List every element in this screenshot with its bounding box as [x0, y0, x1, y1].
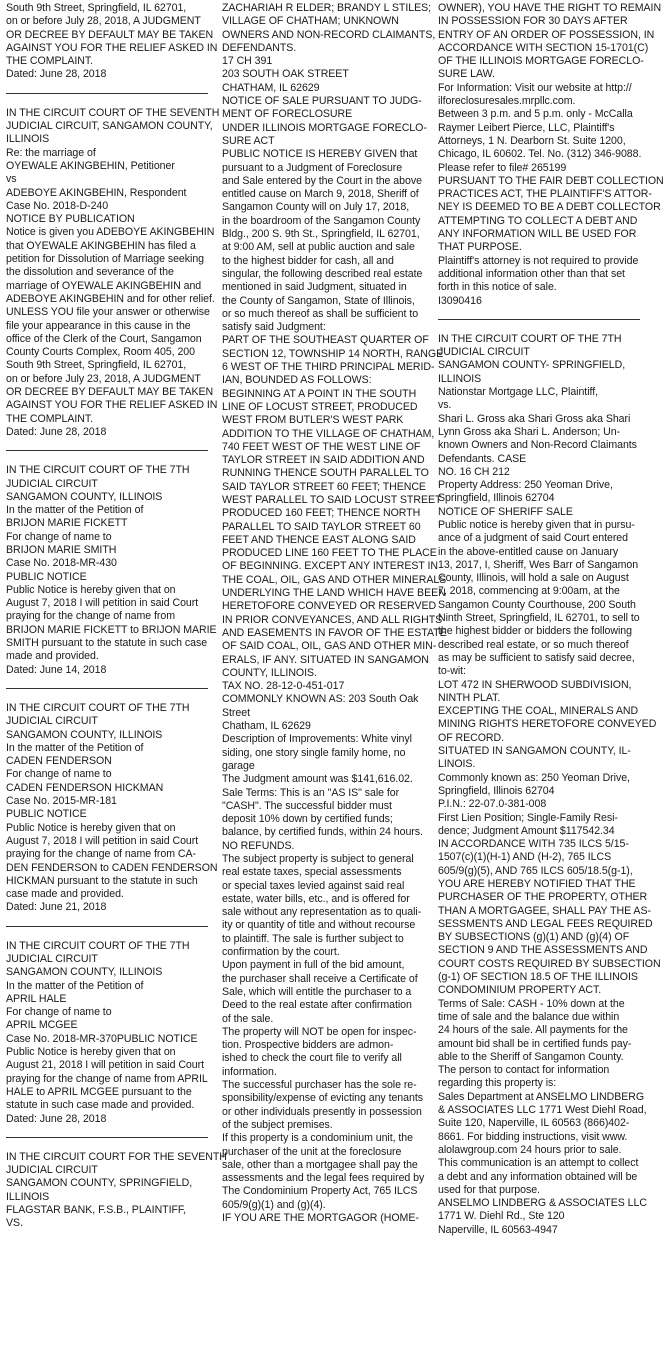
notice-text-line: SANGAMON COUNTY, ILLINOIS: [6, 966, 163, 979]
notice-text-line: HERETOFORE CONVEYED OR RESERVED: [222, 600, 437, 613]
notice-text-line: APRIL HALE: [6, 992, 67, 1005]
notice-text-line: known Owners and Non-Record Claimants: [438, 439, 637, 452]
notice-text-line: WEST PARALLEL TO SAID LOCUST STREET: [222, 493, 442, 506]
notice-divider: [6, 688, 208, 689]
notice-text-line: 605/9(g)(5), AND 765 ILCS 605/18.5(g-1),: [438, 864, 633, 877]
legal-notice: [438, 2, 664, 308]
notice-text-line: COMMONLY KNOWN AS: 203 South Oak: [222, 693, 419, 706]
notice-text-line: SECTION 12, TOWNSHIP 14 NORTH, RANGE: [222, 347, 444, 360]
notice-text-line: SITUATED IN SANGAMON COUNTY, IL-: [438, 745, 631, 758]
notice-text-line: alolawgroup.com 24 hours prior to sale.: [438, 1143, 622, 1156]
notice-text-line: 17 CH 391: [222, 55, 273, 68]
notice-text-line: Dated: June 28, 2018: [6, 425, 107, 438]
notice-text-line: ZACHARIAH R ELDER; BRANDY L STILES;: [222, 2, 432, 14]
notice-text-line: UNDERLYING THE LAND WHICH HAVE BEEN: [222, 587, 446, 600]
notice-text-line: the purchaser shall receive a Certificate of: [222, 972, 418, 985]
notice-text-line: as may be sufficient to satisfy said decree,: [438, 651, 635, 664]
notice-text-line: IF YOU ARE THE MORTGAGOR (HOME-: [222, 1212, 419, 1225]
notice-text-line: CADEN FENDERSON HICKMAN: [6, 781, 164, 794]
notice-text-line: Dated: June 28, 2018: [6, 68, 107, 81]
notice-divider: [438, 319, 640, 320]
notice-text-line: Case No. 2015-MR-181: [6, 795, 117, 808]
notice-text-line: SAID TAYLOR STREET 60 FEET; THENCE: [222, 480, 426, 493]
notice-text-line: OR DECREE BY DEFAULT MAY BE TAKEN: [6, 386, 214, 399]
notice-text-line: IN ACCORDANCE WITH 735 ILCS 5/15-: [438, 838, 629, 851]
notice-text-line: Re: the marriage of: [6, 146, 96, 159]
notice-text-line: real estate taxes, special assessments: [222, 866, 402, 879]
notice-text-line: PART OF THE SOUTHEAST QUARTER OF: [222, 334, 429, 347]
notice-text-line: 1771 W. Diehl Rd., Ste 120: [438, 1210, 565, 1223]
notice-text-line: OWNER), YOU HAVE THE RIGHT TO REMAIN: [438, 2, 662, 14]
notice-text-line: Suite 120, Naperville, IL 60563 (866)402-: [438, 1117, 630, 1130]
notice-text-line: garage: [222, 759, 255, 772]
notice-text-line: RUNNING THENCE SOUTH PARALLEL TO: [222, 467, 429, 480]
notice-text-line: SESSMENTS AND LEGAL FEES REQUIRED: [438, 917, 653, 930]
notice-text-line: JUDICIAL CIRCUIT, SANGAMON COUNTY,: [6, 120, 213, 133]
notice-text-line: "CASH". The successful bidder must: [222, 799, 392, 812]
notice-text-line: Plaintiff's attorney is not required to provide: [438, 254, 639, 267]
notice-text-line: This communication is an attempt to collect: [438, 1157, 639, 1170]
notice-text-line: LINOIS.: [438, 758, 476, 771]
notice-divider: [6, 93, 208, 94]
notice-text-line: in the above-entitled cause on January: [438, 545, 619, 558]
notice-text-line: THE COAL, OIL, GAS AND OTHER MINERALS: [222, 573, 447, 586]
notice-text-line: IAN, BOUNDED AS FOLLOWS:: [222, 374, 372, 387]
notice-text-line: OF THE ILLINOIS MORTGAGE FORECLO-: [438, 55, 644, 68]
notice-text-line: In the matter of the Petition of: [6, 979, 144, 992]
notice-text-line: forth in this notice of sale.: [438, 281, 557, 294]
notice-divider: [6, 1137, 208, 1138]
notice-text-line: UNDER ILLINOIS MORTGAGE FORECLO-: [222, 121, 427, 134]
notice-text-line: Springfield, Illinois 62704: [438, 784, 555, 797]
notice-text-line: amount bid shall be in certified funds pay-: [438, 1037, 632, 1050]
notice-text-line: OWNERS AND NON-RECORD CLAIMANTS,: [222, 28, 436, 41]
notice-text-line: DEN FENDERSON to CADEN FENDERSON: [6, 861, 218, 874]
notice-text-line: ished to check the court file to verify all: [222, 1052, 402, 1065]
notice-text-line: ANY INFORMATION WILL BE USED FOR: [438, 228, 637, 241]
notice-text-line: BRIJON MARIE FICKETT to BRIJON MARIE: [6, 623, 217, 636]
notice-text-line: Lynn Gross aka Shari L. Anderson; Un-: [438, 425, 621, 438]
notice-text-line: SANGAMON COUNTY, SPRINGFIELD,: [6, 1177, 193, 1190]
notice-text-line: HICKMAN pursuant to the statute in such: [6, 874, 198, 887]
notice-text-line: THAT PURPOSE.: [438, 241, 522, 254]
notice-text-line: PUBLIC NOTICE: [6, 570, 87, 583]
notice-text-line: 7, 2018, commencing at 9:00am, at the: [438, 585, 620, 598]
notice-text-line: The subject property is subject to general: [222, 853, 414, 865]
notice-text-line: THE COMPLAINT.: [6, 55, 94, 68]
notice-text-line: 740 FEET WEST OF THE WEST LINE OF: [222, 440, 421, 453]
notice-text-line: petition for Dissolution of Marriage seeking: [6, 253, 205, 266]
notice-text-line: JUDICIAL CIRCUIT: [6, 953, 98, 965]
notice-text-line: of the subject premises.: [222, 1118, 333, 1131]
notice-text-line: ADEBOYE AKINGBEHIN, Respondent: [6, 186, 187, 199]
notice-divider: [6, 450, 208, 451]
notice-text-line: AND EASEMENTS IN FAVOR OF THE ESTATE: [222, 626, 447, 639]
legal-notice: [438, 332, 661, 1237]
notice-text-line: Dated: June 28, 2018: [6, 1112, 107, 1125]
notice-text-line: THAN A MORTGAGEE, SHALL PAY THE AS-: [438, 904, 651, 917]
notice-text-line: South 9th Street, Springfield, IL 62701,: [6, 359, 187, 372]
notice-text-line: 605/9(g)(1) and (g)(4).: [222, 1198, 326, 1211]
notice-text-line: The property will NOT be open for inspec-: [222, 1025, 417, 1038]
notice-text-line: MINING RIGHTS HERETOFORE CONVEYED: [438, 718, 657, 731]
notice-text-line: DEFENDANTS.: [222, 41, 297, 54]
notice-text-line: Sangamon County will on July 17, 2018,: [222, 201, 410, 214]
notice-text-line: mentioned in said Judgment, situated in: [222, 281, 407, 294]
notice-text-line: used for that purpose.: [438, 1183, 540, 1196]
notice-text-line: additional information other than that set: [438, 267, 625, 280]
notice-text-line: described real estate, or so much thereof: [438, 638, 629, 651]
notice-text-line: confirmation by the court.: [222, 946, 340, 959]
notice-text-line: ANSELMO LINDBERG & ASSOCIATES LLC: [438, 1197, 647, 1210]
notice-text-line: August 21, 2018 I will petition in said Court: [6, 1059, 204, 1072]
notice-text-line: In the matter of the Petition of: [6, 741, 144, 754]
notice-text-line: praying for the change of name from APRIL: [6, 1072, 208, 1085]
notice-text-line: NEY IS DEEMED TO BE A DEBT COLLECTOR: [438, 201, 661, 214]
notice-text-line: MENT OF FORECLOSURE: [222, 108, 353, 121]
notice-text-line: or so much thereof as shall be sufficient to: [222, 307, 419, 320]
notice-text-line: Sales Department at ANSELMO LINDBERG: [438, 1090, 645, 1103]
notice-text-line: The Judgment amount was $141,616.02.: [222, 773, 413, 786]
notice-text-line: of the sale.: [222, 1012, 274, 1025]
notice-text-line: ance of a judgment of said Court entered: [438, 532, 628, 545]
notice-text-line: SECTION 9 AND THE ASSESSMENTS AND: [438, 944, 648, 957]
notice-text-line: ERALS, IF ANY. SITUATED IN SANGAMON: [222, 653, 429, 666]
notice-text-line: Shari L. Gross aka Shari Gross aka Shari: [438, 412, 631, 425]
notice-text-line: JUDICIAL CIRCUIT: [6, 477, 98, 490]
notice-text-line: PUBLIC NOTICE: [6, 808, 87, 821]
notice-text-line: For Information: Visit our website at http://: [438, 81, 632, 94]
notice-text-line: Public Notice is hereby given that on: [6, 821, 176, 834]
notice-text-line: IN POSSESSION FOR 30 DAYS AFTER: [438, 15, 628, 28]
notice-text-line: PURSUANT TO THE FAIR DEBT COLLECTION: [438, 174, 664, 187]
notice-text-line: HALE to APRIL MCGEE pursuant to the: [6, 1085, 192, 1098]
notice-text-line: (g-1) OF SECTION 18.5 OF THE ILLINOIS: [438, 971, 638, 984]
notice-text-line: on or before July 23, 2018, A JUDGMENT: [6, 372, 201, 385]
notice-text-line: 8661. For bidding instructions, visit www.: [438, 1130, 628, 1143]
notice-text-line: sale, other than a mortgagee shall pay the: [222, 1158, 418, 1171]
notice-text-line: singular, the following described real estate: [222, 267, 423, 280]
notice-text-line: estate, water bills, etc., and is offered for: [222, 892, 410, 905]
legal-notice: [6, 1150, 227, 1231]
notice-text-line: office of the Clerk of the Court, Sangamon: [6, 332, 202, 345]
notice-text-line: deposit 10% down by certified funds;: [222, 813, 393, 826]
notice-text-line: Defendants. CASE: [438, 452, 527, 465]
notice-text-line: to plaintiff. The sale is further subject to: [222, 932, 404, 945]
notice-text-line: entitled cause on March 9, 2018, Sheriff of: [222, 188, 419, 201]
notice-text-line: In the matter of the Petition of: [6, 504, 144, 517]
notice-text-line: Attorneys, 1 N. Dearborn St. Suite 1200,: [438, 134, 626, 147]
notice-text-line: JUDICIAL CIRCUIT: [438, 346, 530, 359]
notice-text-line: in the boardroom of the Sangamon County: [222, 214, 421, 227]
notice-text-line: BRIJON MARIE SMITH: [6, 543, 117, 556]
notice-text-line: PUBLIC NOTICE IS HEREBY GIVEN that: [222, 148, 418, 161]
notice-text-line: FEET AND THENCE EAST ALONG SAID: [222, 533, 416, 546]
notice-text-line: I3090416: [438, 294, 482, 307]
notice-text-line: to-wit:: [438, 665, 466, 678]
notice-text-line: ilforeclosuresales.mrpllc.com.: [438, 95, 576, 108]
notice-text-line: Dated: June 21, 2018: [6, 901, 107, 914]
notice-text-line: SANGAMON COUNTY- SPRINGFIELD,: [438, 359, 626, 372]
notice-text-line: ATTEMPTING TO COLLECT A DEBT AND: [438, 214, 638, 227]
notice-text-line: vs.: [438, 399, 452, 412]
notice-text-line: NOTICE OF SALE PURSUANT TO JUDG-: [222, 95, 422, 108]
notice-text-line: Ninth Street, Springfield, IL 62701, to sell to: [438, 612, 640, 625]
notice-text-line: COURT COSTS REQUIRED BY SUBSECTION: [438, 957, 661, 970]
notice-text-line: VS.: [6, 1217, 23, 1230]
notice-text-line: Case No. 2018-MR-370PUBLIC NOTICE: [6, 1032, 198, 1045]
notice-text-line: Terms of Sale: CASH - 10% down at the: [438, 997, 625, 1010]
notice-text-line: CONDOMINIUM PROPERTY ACT.: [438, 984, 602, 997]
notice-text-line: SURE LAW.: [438, 68, 495, 81]
notice-text-line: OF RECORD.: [438, 731, 505, 744]
notice-text-line: JUDICIAL CIRCUIT: [6, 1164, 98, 1177]
notice-text-line: time of sale and the balance due within: [438, 1010, 620, 1023]
notice-text-line: For change of name to: [6, 530, 112, 543]
notice-text-line: SMITH pursuant to the statute in such case: [6, 637, 208, 650]
notice-text-line: statute in such case made and provided.: [6, 1099, 195, 1112]
notice-text-line: Chicago, IL 60602. Tel. No. (312) 346-9088.: [438, 148, 642, 161]
notice-text-line: at 9:00 AM, sell at public auction and sale: [222, 241, 415, 254]
legal-notice: [6, 940, 208, 1126]
notice-text-line: Case No. 2018-D-240: [6, 199, 109, 212]
notice-text-line: The successful purchaser has the sole re-: [222, 1079, 417, 1092]
notice-text-line: praying for the change of name from: [6, 610, 176, 623]
notice-text-line: Upon payment in full of the bid amount,: [222, 959, 405, 972]
notice-text-line: ILLINOIS: [6, 1190, 50, 1203]
notice-text-line: The Condominium Property Act, 765 ILCS: [222, 1185, 418, 1198]
notice-text-line: IN THE CIRCUIT COURT OF THE 7TH: [438, 332, 622, 345]
notice-text-line: IN THE CIRCUIT COURT OF THE SEVENTH: [6, 106, 220, 119]
notice-text-line: that OYEWALE AKINGBEHIN has filed a: [6, 239, 196, 252]
notice-text-line: OF BEGINNING. EXCEPT ANY INTEREST IN: [222, 560, 439, 573]
notice-text-line: purchaser of the unit at the foreclosure: [222, 1145, 402, 1158]
notice-text-line: COUNTY, ILLINOIS.: [222, 666, 317, 679]
notice-text-line: Public Notice is hereby given that on: [6, 583, 176, 596]
notice-text-line: TAYLOR STREET IN SAID ADDITION AND: [222, 454, 425, 467]
notice-text-line: Naperville, IL 60563-4947: [438, 1223, 558, 1236]
notice-text-line: sale without any representation as to quali-: [222, 906, 422, 919]
notice-text-line: JUDICIAL CIRCUIT: [6, 715, 98, 728]
notice-text-line: 13, 2017, I, Sheriff, Wes Barr of Sangamon: [438, 558, 639, 571]
notice-text-line: For change of name to: [6, 768, 112, 781]
notice-text-line: ADDITION TO THE VILLAGE OF CHATHAM,: [222, 427, 435, 440]
notice-text-line: UNLESS YOU file your answer or otherwise: [6, 306, 210, 319]
notice-text-line: tion. Prospective bidders are admon-: [222, 1039, 394, 1052]
notice-text-line: siding, one story single family home, no: [222, 746, 406, 759]
notice-text-line: the County of Sangamon, State of Illinois,: [222, 294, 415, 307]
notice-text-line: NOTICE OF SHERIFF SALE: [438, 505, 573, 518]
column-left: [6, 2, 227, 1349]
notice-text-line: information.: [222, 1065, 277, 1078]
notice-text-line: Between 3 p.m. and 5 p.m. only - McCalla: [438, 108, 633, 121]
notice-text-line: CHATHAM, IL 62629: [222, 81, 320, 94]
notice-text-line: file your appearance in this cause in the: [6, 319, 191, 332]
notice-text-line: Raymer Leibert Pierce, LLC, Plaintiff's: [438, 121, 615, 134]
notice-text-line: LOT 472 IN SHERWOOD SUBDIVISION,: [438, 678, 632, 691]
notice-text-line: PRODUCED LINE 160 FEET TO THE PLACE: [222, 547, 437, 560]
notice-text-line: ILLINOIS: [6, 133, 50, 146]
notice-text-line: PRACTICES ACT, THE PLAINTIFF'S ATTOR-: [438, 188, 652, 201]
notice-text-line: 203 SOUTH OAK STREET: [222, 68, 349, 81]
notice-text-line: YOU ARE HEREBY NOTIFIED THAT THE: [438, 878, 636, 890]
notice-text-line: CADEN FENDERSON: [6, 755, 112, 768]
notice-text-line: Sale, which will entitle the purchaser to a: [222, 985, 412, 998]
notice-text-line: SURE ACT: [222, 134, 275, 147]
notice-text-line: PURCHASER OF THE PROPERTY, OTHER: [438, 891, 648, 904]
notice-text-line: If this property is a condominium unit, the: [222, 1132, 413, 1145]
notice-text-line: TAX NO. 28-12-0-451-017: [222, 680, 345, 693]
notice-text-line: Nationstar Mortgage LLC, Plaintiff,: [438, 386, 598, 399]
notice-text-line: NOTICE BY PUBLICATION: [6, 213, 135, 226]
notice-text-line: BY SUBSECTIONS (g)(1) AND (g)(4) OF: [438, 931, 630, 944]
notice-text-line: Property Address: 250 Yeoman Drive,: [438, 479, 613, 492]
notice-text-line: P.I.N.: 22-07.0-381-008: [438, 798, 547, 811]
notice-text-line: sponsibility/expense of evicting any tenants: [222, 1092, 423, 1105]
notice-text-line: AGAINST YOU FOR THE RELIEF ASKED IN: [6, 41, 218, 54]
notice-text-line: PARALLEL TO SAID TAYLOR STREET 60: [222, 520, 421, 533]
notice-text-line: made and provided.: [6, 650, 99, 663]
notice-text-line: able to the Sheriff of Sangamon County.: [438, 1050, 624, 1063]
notice-text-line: the dissolution and severance of the: [6, 266, 174, 279]
legal-notice: [6, 464, 217, 677]
notice-text-line: ILLINOIS: [438, 372, 482, 385]
notice-text-line: vs: [6, 173, 17, 186]
notice-text-line: pursuant to a Judgment of Foreclosure: [222, 161, 403, 174]
notice-text-line: County Courts Complex, Room 405, 200: [6, 346, 195, 359]
notice-text-line: Dated: June 14, 2018: [6, 663, 107, 676]
notice-text-line: and Sale entered by the Court in the above: [222, 174, 422, 187]
notice-text-line: IN THE CIRCUIT COURT OF THE 7TH: [6, 701, 190, 714]
notice-text-line: The person to contact for information: [438, 1064, 610, 1077]
notice-text-line: SANGAMON COUNTY, ILLINOIS: [6, 728, 163, 741]
notice-text-line: August 7, 2018 I will petition in said Court: [6, 597, 199, 610]
notice-text-line: ADEBOYE AKINGBEHIN and for other relief.: [6, 292, 215, 305]
notice-text-line: BRIJON MARIE FICKETT: [6, 517, 128, 530]
notice-text-line: 24 hours of the sale. All payments for the: [438, 1024, 628, 1037]
notice-text-line: on or before July 28, 2018, A JUDGMENT: [6, 15, 201, 28]
notice-text-line: Notice is given you ADEBOYE AKINGBEHIN: [6, 226, 215, 239]
notice-text-line: Public notice is hereby given that in pursu-: [438, 518, 635, 531]
notice-text-line: ity or quantity of title and without recourse: [222, 919, 416, 932]
notice-text-line: or other individuals presently in possession: [222, 1105, 422, 1118]
notice-text-line: FLAGSTAR BANK, F.S.B., PLAINTIFF,: [6, 1204, 187, 1217]
notice-text-line: Springfield, Illinois 62704: [438, 492, 555, 505]
legal-notice: [6, 106, 220, 439]
notice-text-line: SANGAMON COUNTY, ILLINOIS: [6, 490, 163, 503]
notice-text-line: BEGINNING AT A POINT IN THE SOUTH: [222, 387, 417, 400]
notice-text-line: Bldg., 200 S. 9th St., Springfield, IL 62701,: [222, 228, 420, 241]
notice-text-line: marriage of OYEWALE AKINGBEHIN and: [6, 279, 202, 292]
notice-text-line: to the highest bidder for cash, all and: [222, 254, 394, 267]
notice-text-line: a debt and any information obtained will be: [438, 1170, 638, 1183]
notice-divider: [6, 926, 208, 927]
notice-text-line: County, Illinois, will hold a sale on August: [438, 572, 629, 585]
notice-text-line: & ASSOCIATES LLC 1771 West Diehl Road,: [438, 1104, 647, 1117]
notice-text-line: THE COMPLAINT.: [6, 412, 94, 425]
notice-text-line: EXCEPTING THE COAL, MINERALS AND: [438, 705, 639, 718]
notice-text-line: August 7, 2018 I will petition in said Court: [6, 834, 199, 847]
notice-text-line: Public Notice is hereby given that on: [6, 1046, 176, 1059]
notice-text-line: regarding this property is:: [438, 1077, 557, 1090]
notice-text-line: Case No. 2018-MR-430: [6, 557, 117, 570]
notice-text-line: Street: [222, 706, 250, 719]
column-right: [438, 2, 664, 1349]
notice-text-line: Sale Terms: This is an "AS IS" sale for: [222, 786, 400, 799]
notice-text-line: satisfy said Judgment:: [222, 321, 326, 334]
notice-text-line: balance, by certified funds, within 24 hours.: [222, 826, 423, 839]
notice-text-line: OR DECREE BY DEFAULT MAY BE TAKEN: [6, 28, 214, 41]
notice-text-line: First Lien Position; Single-Family Resi-: [438, 811, 618, 824]
notice-text-line: For change of name to: [6, 1006, 112, 1019]
notice-text-line: IN THE CIRCUIT COURT OF THE 7TH: [6, 939, 190, 952]
notice-text-line: PRODUCED 160 FEET; THENCE NORTH: [222, 507, 421, 520]
notice-text-line: OYEWALE AKINGBEHIN, Petitioner: [6, 159, 175, 172]
notice-text-line: NINTH PLAT.: [438, 691, 501, 704]
notice-text-line: Description of Improvements: White vinyl: [222, 733, 412, 746]
notice-text-line: OF SAID COAL, OIL, GAS AND OTHER MIN-: [222, 640, 437, 653]
notice-text-line: South 9th Street, Springfield, IL 62701,: [6, 2, 187, 14]
notice-text-line: IN THE CIRCUIT COURT FOR THE SEVENTH: [6, 1150, 227, 1163]
notice-text-line: 6 WEST OF THE THIRD PRINCIPAL MERID-: [222, 361, 435, 374]
notice-text-line: Please refer to file# 265199: [438, 161, 567, 174]
notice-text-line: Commonly known as: 250 Yeoman Drive,: [438, 771, 630, 784]
notice-text-line: the highest bidder or bidders the following: [438, 625, 632, 638]
notice-text-line: case made and provided.: [6, 888, 124, 901]
legal-notice: [6, 701, 218, 915]
notice-text-line: ENTRY OF AN ORDER OF POSSESSION, IN: [438, 28, 655, 41]
notice-text-line: NO REFUNDS.: [222, 839, 295, 852]
notice-text-line: 1507(c)(1)(H-1) AND (H-2), 765 ILCS: [438, 851, 612, 864]
notice-text-line: dence; Judgment Amount $117542.34: [438, 824, 615, 837]
notice-text-line: LINE OF LOCUST STREET, PRODUCED: [222, 400, 418, 413]
notice-text-line: WEST FROM BUTLER'S WEST PARK: [222, 414, 404, 427]
notice-text-line: IN THE CIRCUIT COURT OF THE 7TH: [6, 464, 190, 477]
notice-text-line: assessments and the legal fees required by: [222, 1172, 425, 1185]
notice-text-line: Deed to the real estate after confirmation: [222, 999, 412, 1012]
notice-text-line: Sangamon County Courthouse, 200 South: [438, 598, 636, 611]
legal-notice: [6, 2, 218, 82]
notice-text-line: VILLAGE OF CHATHAM; UNKNOWN: [222, 15, 399, 28]
notice-text-line: AGAINST YOU FOR THE RELIEF ASKED IN: [6, 399, 218, 412]
notice-text-line: Chatham, IL 62629: [222, 720, 311, 733]
notice-text-line: NO. 16 CH 212: [438, 465, 510, 478]
notice-text-line: IN PRIOR CONVEYANCES, AND ALL RIGHTS: [222, 613, 443, 626]
notice-text-line: ACCORDANCE WITH SECTION 15-1701(C): [438, 41, 649, 54]
notice-text-line: APRIL MCGEE: [6, 1019, 78, 1032]
notice-text-line: or special taxes levied against said real: [222, 879, 405, 892]
notice-text-line: praying for the change of name from CA-: [6, 848, 197, 861]
